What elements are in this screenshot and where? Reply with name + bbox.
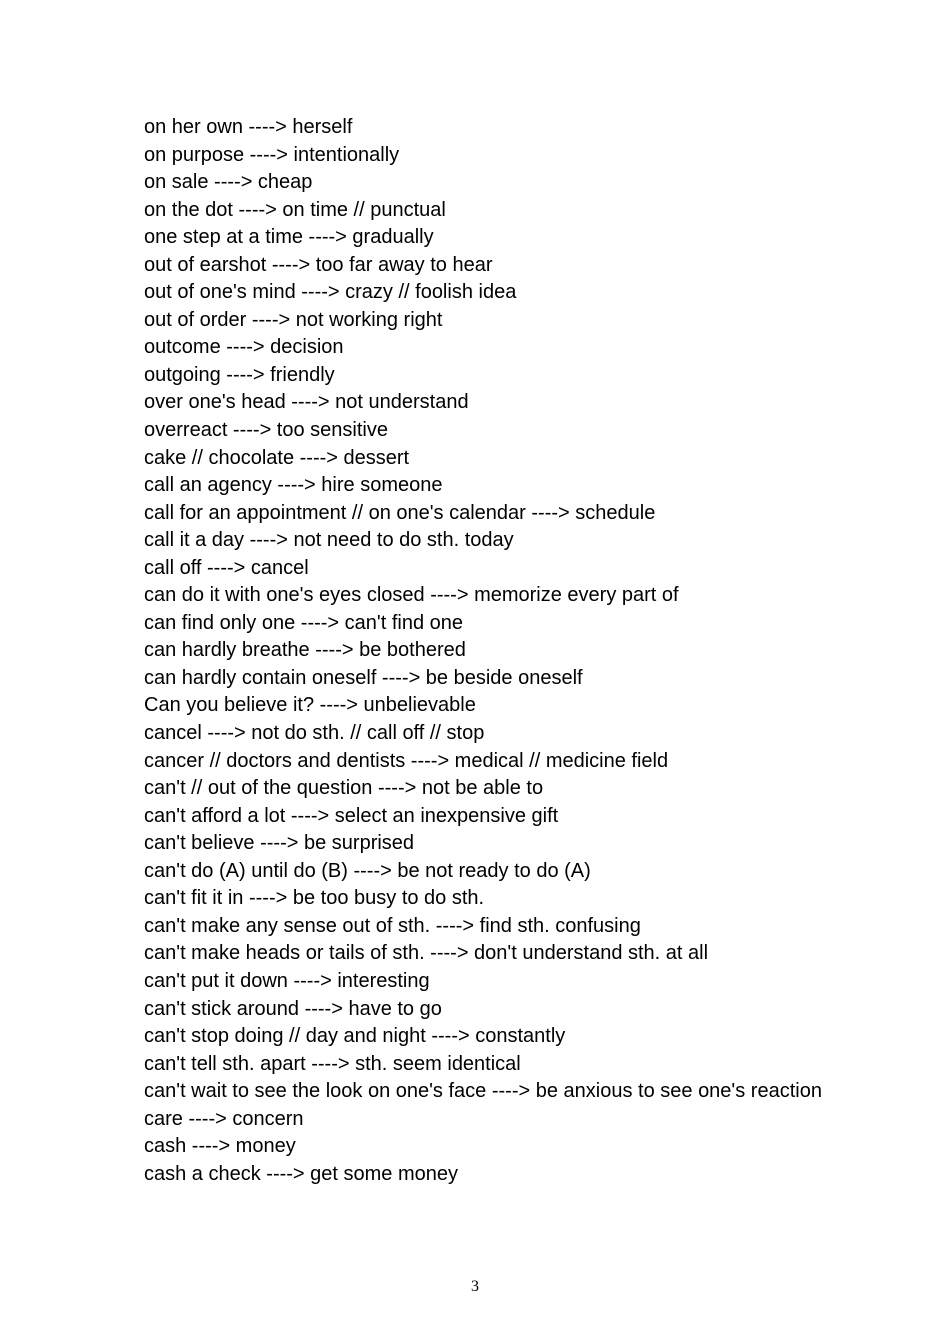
list-item: can't do (A) until do (B) ----> be not ready to do (A): [144, 859, 591, 882]
list-item: on the dot ----> on time // punctual: [144, 198, 446, 221]
list-item: can't stick around ----> have to go: [144, 997, 442, 1020]
phrase-list: [144, 114, 844, 1188]
list-item: can't stop doing // day and night ----> constantly: [144, 1025, 566, 1048]
list-item: out of earshot ----> too far away to hear: [144, 253, 493, 276]
list-item: cancer // doctors and dentists ----> medical // medicine field: [144, 749, 669, 772]
list-item: call it a day ----> not need to do sth. today: [144, 529, 514, 552]
list-item: can't afford a lot ----> select an inexpensive gift: [144, 804, 559, 827]
list-item: outgoing ----> friendly: [144, 363, 335, 386]
list-item: overreact ----> too sensitive: [144, 419, 388, 442]
list-item: can't wait to see the look on one's face ----> be anxious to see one's reaction: [144, 1080, 822, 1103]
list-item: on her own ----> herself: [144, 116, 353, 138]
list-item: can't tell sth. apart ----> sth. seem identical: [144, 1052, 521, 1075]
page-number: 3: [471, 1278, 479, 1295]
list-item: cash a check ----> get some money: [144, 1162, 459, 1185]
list-item: can't make any sense out of sth. ----> find sth. confusing: [144, 914, 641, 937]
list-item: can hardly contain oneself ----> be beside oneself: [144, 666, 583, 689]
list-item: over one's head ----> not understand: [144, 391, 469, 414]
list-item: can find only one ----> can't find one: [144, 611, 464, 634]
list-item: can hardly breathe ----> be bothered: [144, 639, 466, 662]
list-item: out of one's mind ----> crazy // foolish idea: [144, 281, 517, 304]
list-item: care ----> concern: [144, 1107, 304, 1130]
list-item: call off ----> cancel: [144, 556, 309, 579]
list-item: call an agency ----> hire someone: [144, 474, 443, 497]
list-item: can do it with one's eyes closed ----> memorize every part of: [144, 584, 679, 607]
list-item: on sale ----> cheap: [144, 171, 313, 194]
list-item: one step at a time ----> gradually: [144, 226, 434, 249]
list-item: out of order ----> not working right: [144, 308, 443, 331]
list-item: call for an appointment // on one's calendar ----> schedule: [144, 501, 656, 524]
list-item: cash ----> money: [144, 1135, 296, 1158]
list-item: Can you believe it? ----> unbelievable: [144, 694, 476, 717]
list-item: cancel ----> not do sth. // call off // stop: [144, 722, 485, 745]
list-item: can't make heads or tails of sth. ----> don't understand sth. at all: [144, 942, 709, 965]
list-item: can't believe ----> be surprised: [144, 832, 415, 855]
list-item: can't put it down ----> interesting: [144, 969, 430, 992]
list-item: can't // out of the question ----> not be able to: [144, 777, 544, 800]
list-item: cake // chocolate ----> dessert: [144, 446, 410, 469]
list-item: can't fit it in ----> be too busy to do sth.: [144, 887, 485, 910]
list-item: on purpose ----> intentionally: [144, 143, 400, 166]
list-item: outcome ----> decision: [144, 336, 344, 359]
